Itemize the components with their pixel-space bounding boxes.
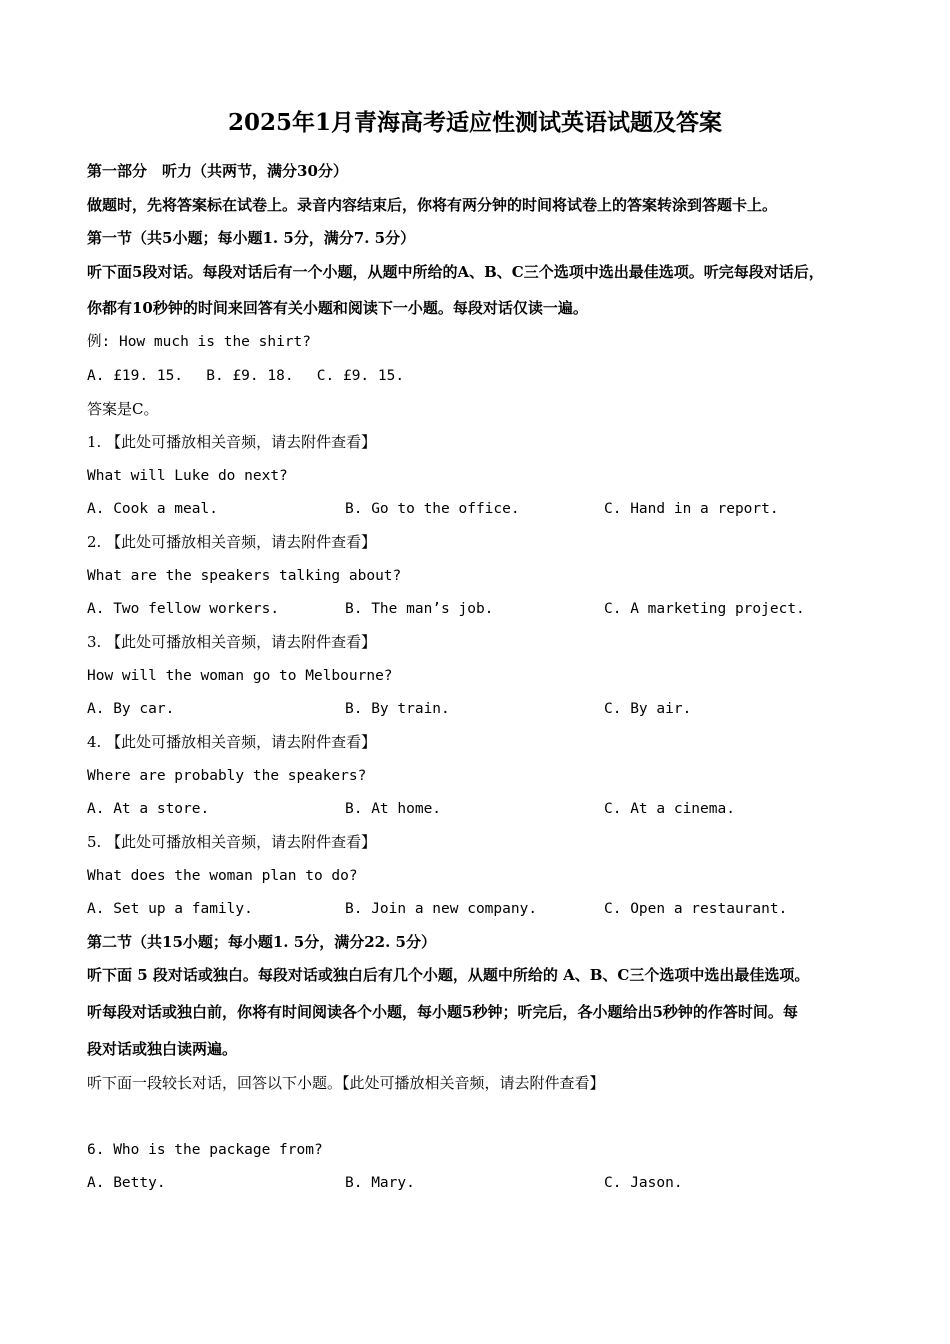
question-text: Where are probably the speakers? — [87, 768, 367, 784]
section1-instruction-1: 听下面5段对话。每段对话后有一个小题，从题中所给的A、B、C三个选项中选出最佳选项。听完每段对话后， — [87, 263, 824, 281]
option-c: C. Hand in a report. — [604, 501, 779, 517]
option-c: C. Jason. — [604, 1175, 683, 1191]
section1-heading: 第一节（共5小题；每小题1. 5分，满分7. 5分） — [87, 229, 416, 247]
example-options: A. £19. 15. B. £9. 18. C. £9. 15. — [87, 368, 405, 384]
audio-link[interactable]: 听下面一段较长对话，回答以下小题。【此处可播放相关音频，请去附件查看】 — [87, 1074, 605, 1092]
option-b: B. Go to the office. — [345, 501, 520, 517]
example-answer: 答案是C。 — [87, 400, 159, 418]
option-a: A. Two fellow workers. — [87, 601, 280, 617]
section1-instruction-2: 你都有10秒钟的时间来回答有关小题和阅读下一小题。每段对话仅读一遍。 — [87, 299, 588, 317]
option-b: B. Join a new company. — [345, 901, 538, 917]
question-text: What does the woman plan to do? — [87, 868, 358, 884]
audio-link[interactable]: 2. 【此处可播放相关音频，请去附件查看】 — [87, 533, 377, 551]
question-text: What will Luke do next? — [87, 468, 288, 484]
option-a: A. Cook a meal. — [87, 501, 218, 517]
question-text: What are the speakers talking about? — [87, 568, 402, 584]
option-b: B. The man’s job. — [345, 601, 494, 617]
option-a: A. Betty. — [87, 1175, 166, 1191]
section2-instruction-1: 听下面 5 段对话或独白。每段对话或独白后有几个小题，从题中所给的 A、B、C三个选项中选出最佳选项。 — [87, 966, 810, 984]
option-a: A. At a store. — [87, 801, 210, 817]
question-text: 6. Who is the package from? — [87, 1142, 323, 1158]
option-c: C. Open a restaurant. — [604, 901, 788, 917]
option-b: B. At home. — [345, 801, 442, 817]
audio-link[interactable]: 3. 【此处可播放相关音频，请去附件查看】 — [87, 633, 377, 651]
option-a: A. Set up a family. — [87, 901, 253, 917]
option-c: C. At a cinema. — [604, 801, 735, 817]
section2-instruction-3: 段对话或独白读两遍。 — [87, 1040, 238, 1058]
option-b: B. Mary. — [345, 1175, 415, 1191]
question-text: How will the woman go to Melbourne? — [87, 668, 393, 684]
option-c: C. A marketing project. — [604, 601, 805, 617]
section2-heading: 第二节（共15小题；每小题1. 5分，满分22. 5分） — [87, 933, 436, 951]
section2-instruction-2: 听每段对话或独白前，你将有时间阅读各个小题，每小题5秒钟；听完后，各小题给出5秒钟的作答时间。每 — [87, 1003, 798, 1021]
option-c: C. By air. — [604, 701, 692, 717]
audio-link[interactable]: 1. 【此处可播放相关音频，请去附件查看】 — [87, 433, 377, 451]
part1-heading: 第一部分 听力（共两节，满分30分） — [87, 162, 348, 180]
option-a: A. By car. — [87, 701, 175, 717]
example-question: 例: How much is the shirt? — [87, 334, 312, 350]
audio-link[interactable]: 5. 【此处可播放相关音频，请去附件查看】 — [87, 833, 377, 851]
part1-instruction: 做题时，先将答案标在试卷上。录音内容结束后，你将有两分钟的时间将试卷上的答案转涂到答题卡上。 — [87, 196, 778, 214]
option-b: B. By train. — [345, 701, 450, 717]
page-title: 2025年1月青海高考适应性测试英语试题及答案 — [227, 109, 723, 136]
audio-link[interactable]: 4. 【此处可播放相关音频，请去附件查看】 — [87, 733, 377, 751]
